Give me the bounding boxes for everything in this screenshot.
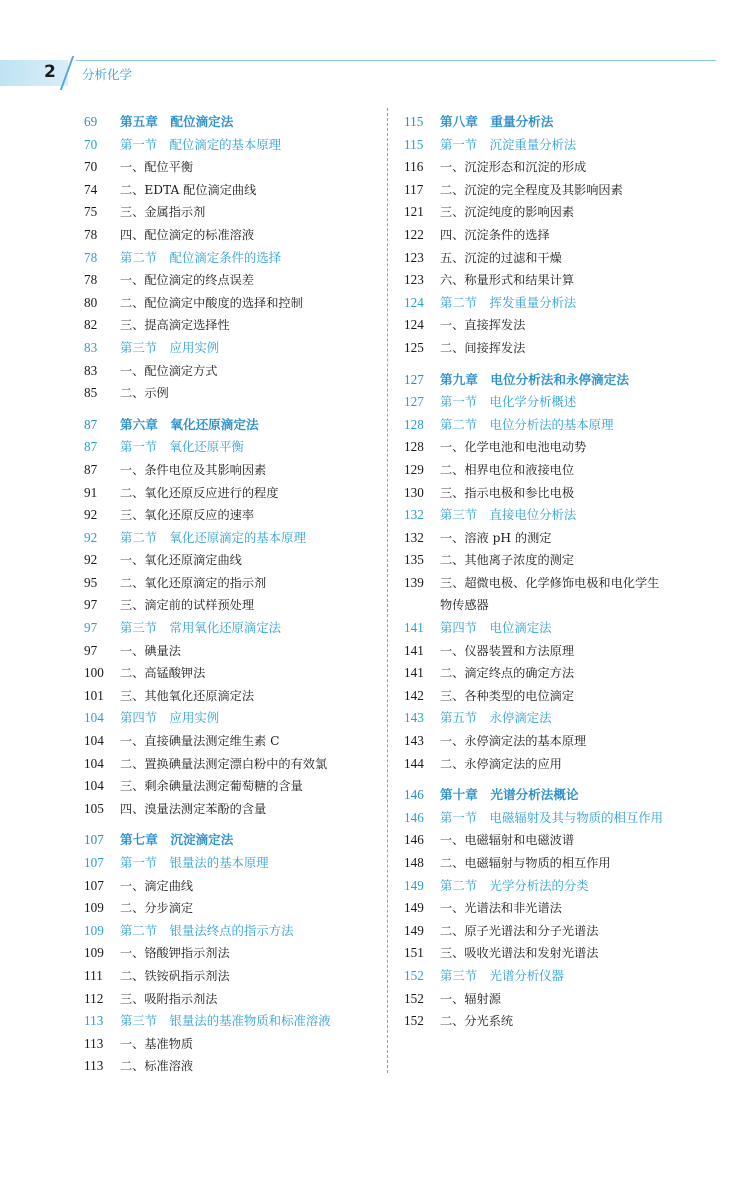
page-number: 2 (44, 62, 56, 82)
toc-chapter-row (404, 785, 724, 808)
toc-item-row (84, 754, 374, 777)
toc-item-row (404, 898, 724, 921)
toc-item-row (404, 180, 724, 203)
toc-entry-text: 第一节 电化学分析概述 (440, 394, 577, 410)
toc-page-number: 152 (404, 967, 424, 983)
toc-item-row (404, 460, 724, 483)
toc-page-number: 152 (404, 990, 424, 1006)
toc-item-row (84, 315, 374, 338)
toc-entry-text: 三、剩余碘量法测定葡萄糖的含量 (120, 779, 303, 794)
toc-item-row (84, 966, 374, 989)
toc-entry-text: 三、吸附指示剂法 (120, 991, 218, 1006)
toc-page-number: 85 (84, 385, 98, 401)
toc-page-number: 113 (84, 1058, 104, 1074)
toc-page-number: 97 (84, 642, 98, 658)
toc-chapter-row (84, 112, 374, 135)
toc-item-row (84, 686, 374, 709)
toc-page-number: 146 (404, 832, 424, 848)
toc-section-row (84, 248, 374, 271)
toc-entry-text: 四、沉淀条件的选择 (440, 227, 550, 242)
toc-section-row (84, 338, 374, 361)
toc-item-row (84, 573, 374, 596)
toc-item-row (84, 505, 374, 528)
toc-item-row (84, 361, 374, 384)
toc-page-number: 95 (84, 574, 98, 590)
toc-section-row (84, 618, 374, 641)
toc-item-row (404, 853, 724, 876)
toc-page-number: 82 (84, 317, 98, 333)
toc-entry-text: 二、配位滴定中酸度的选择和控制 (120, 295, 303, 310)
toc-page-number: 146 (404, 809, 424, 825)
toc-page-number: 149 (404, 877, 424, 893)
toc-entry-text: 第三节 光谱分析仪器 (440, 967, 564, 983)
toc-entry-text: 一、直接碘量法测定维生素 C (120, 734, 280, 749)
toc-item-row (404, 157, 724, 180)
toc-page-number: 128 (404, 439, 424, 455)
toc-page-number: 70 (84, 159, 98, 175)
toc-item-row (84, 157, 374, 180)
toc-item-row (84, 202, 374, 225)
toc-page-number: 83 (84, 339, 98, 355)
toc-page-number: 107 (84, 855, 104, 870)
toc-entry-text: 三、滴定前的试样预处理 (120, 598, 255, 613)
toc-page-number: 92 (84, 507, 98, 523)
toc-section-row (404, 966, 724, 989)
toc-entry-text: 一、配位滴定方式 (120, 363, 218, 378)
book-title: 分析化学 (82, 67, 133, 82)
toc-item-row (84, 776, 374, 799)
toc-item-row (84, 1034, 374, 1057)
toc-page-number: 125 (404, 339, 424, 355)
toc-page-number: 97 (84, 620, 98, 636)
toc-entry-text: 二、滴定终点的确定方法 (440, 666, 575, 681)
toc-entry-text: 二、铁铵矾指示剂法 (120, 968, 230, 983)
toc-page-number: 113 (84, 1013, 104, 1029)
toc-item-row (84, 799, 374, 822)
toc-item-row (404, 315, 724, 338)
toc-entry-text: 三、吸收光谱法和发射光谱法 (440, 946, 599, 961)
toc-item-row (84, 663, 374, 686)
toc-entry-text: 第四节 应用实例 (120, 710, 220, 726)
toc-page-number: 78 (84, 272, 98, 288)
toc-entry-text: 一、化学电池和电池电动势 (440, 440, 587, 455)
toc-section-row (404, 505, 724, 528)
toc-page-number: 107 (84, 832, 104, 848)
toc-page-number: 135 (404, 552, 424, 568)
toc-page-number: 149 (404, 900, 424, 916)
toc-item-row (404, 550, 724, 573)
toc-entry-text: 二、其他离子浓度的测定 (440, 553, 575, 568)
toc-entry-text: 第一节 沉淀重量分析法 (440, 136, 577, 152)
toc-entry-text: 三、提高滴定选择性 (120, 318, 230, 333)
toc-section-row (84, 1011, 374, 1034)
toc-section-row (404, 808, 724, 831)
toc-column-left (84, 112, 374, 1079)
toc-page-number: 104 (84, 710, 104, 726)
toc-entry-text: 第三节 银量法的基准物质和标准溶液 (120, 1013, 331, 1029)
toc-page-number: 127 (404, 394, 424, 410)
toc-page-number: 101 (84, 687, 104, 703)
toc-page-number: 149 (404, 922, 424, 938)
toc-entry-text: 第一节 银量法的基本原理 (120, 855, 269, 870)
toc-entry-text: 第五章 配位滴定法 (120, 114, 234, 129)
toc-entry-text: 三、氧化还原反应的速率 (120, 508, 255, 523)
toc-entry-text: 第二节 挥发重量分析法 (440, 294, 577, 310)
toc-page-number: 144 (404, 755, 424, 771)
toc-page-number: 121 (404, 204, 424, 220)
toc-entry-text: 一、沉淀形态和沉淀的形成 (440, 160, 587, 175)
toc-entry-text: 第三节 应用实例 (120, 339, 220, 355)
toc-item-row (84, 898, 374, 921)
toc-entry-text: 二、永停滴定法的应用 (440, 756, 562, 771)
toc-entry-text: 一、条件电位及其影响因素 (120, 462, 267, 477)
toc-page-number: 78 (84, 226, 98, 242)
toc-entry-text: 三、其他氧化还原滴定法 (120, 688, 255, 703)
toc-page-number: 105 (84, 800, 104, 816)
toc-item-row (84, 943, 374, 966)
toc-entry-text: 第二节 电位分析法的基本原理 (440, 416, 614, 432)
header-rule (76, 60, 716, 61)
toc-entry-text: 二、氧化还原滴定的指示剂 (120, 575, 267, 590)
toc-page-number: 104 (84, 733, 104, 749)
toc-page-number: 92 (84, 552, 98, 568)
toc-entry-text: 一、基准物质 (120, 1036, 194, 1051)
toc-page-number: 74 (84, 181, 98, 197)
toc-entry-text: 第三节 常用氧化还原滴定法 (120, 620, 282, 636)
toc-section-row (84, 528, 374, 551)
toc-page-number: 143 (404, 710, 424, 726)
toc-page-number: 117 (404, 181, 424, 197)
toc-entry-text: 一、辐射源 (440, 991, 501, 1006)
toc-section-row (84, 708, 374, 731)
toc-entry-text: 物传感器 (440, 598, 489, 613)
toc-item-row (84, 1056, 374, 1079)
toc-page-number: 97 (84, 597, 98, 613)
toc-entry-text: 第八章 重量分析法 (440, 114, 554, 129)
toc-item-row (404, 338, 724, 361)
toc-entry-text: 二、高锰酸钾法 (120, 666, 206, 681)
toc-page-number: 109 (84, 900, 104, 916)
toc-entry-text: 二、示例 (120, 386, 169, 401)
toc-item-row (404, 731, 724, 754)
toc-entry-text: 三、沉淀纯度的影响因素 (440, 205, 575, 220)
toc-page-number: 104 (84, 755, 104, 771)
toc-entry-text: 一、配位平衡 (120, 160, 194, 175)
toc-item-row (404, 663, 724, 686)
toc-item-row (84, 460, 374, 483)
toc-entry-text: 五、沉淀的过滤和干燥 (440, 250, 562, 265)
toc-item-row (404, 248, 724, 271)
toc-section-row (404, 708, 724, 731)
toc-entry-text: 四、配位滴定的标准溶液 (120, 227, 255, 242)
toc-item-row (84, 876, 374, 899)
toc-entry-text: 第十章 光谱分析法概论 (440, 787, 579, 803)
toc-page-number: 109 (84, 922, 104, 938)
toc-entry-text: 第三节 直接电位分析法 (440, 507, 577, 523)
toc-page-number: 87 (84, 439, 98, 455)
toc-item-row (84, 989, 374, 1012)
toc-section-row (404, 293, 724, 316)
toc-section-row (84, 921, 374, 944)
toc-item-row (404, 754, 724, 777)
toc-section-row (84, 135, 374, 158)
toc-item-row (404, 225, 724, 248)
toc-page-number: 116 (404, 159, 424, 175)
toc-page-number: 141 (404, 620, 424, 636)
toc-entry-text: 第六章 氧化还原滴定法 (120, 416, 259, 432)
toc-page-number: 115 (404, 114, 424, 129)
toc-column-right (404, 112, 724, 1034)
toc-page-number: 141 (404, 665, 424, 681)
toc-page-number: 151 (404, 945, 424, 961)
toc-entry-text: 一、溶液 pH 的测定 (440, 530, 552, 545)
toc-item-row (404, 270, 724, 293)
toc-entry-text: 一、仪器装置和方法原理 (440, 643, 575, 658)
toc-page-number: 91 (84, 484, 98, 500)
toc-item-row (84, 550, 374, 573)
toc-section-row (404, 392, 724, 415)
toc-item-row (84, 731, 374, 754)
toc-page-number: 100 (84, 665, 104, 681)
toc-section-row (404, 135, 724, 158)
toc-page-number: 113 (84, 1035, 104, 1051)
toc-item-row (404, 686, 724, 709)
toc-entry-text: 一、碘量法 (120, 643, 181, 658)
toc-page-number: 139 (404, 574, 424, 590)
toc-chapter-row (84, 830, 374, 853)
toc-page-number: 122 (404, 226, 424, 242)
toc-entry-text: 二、分步滴定 (120, 901, 194, 916)
toc-entry-text: 一、铬酸钾指示剂法 (120, 946, 230, 961)
toc-section-row (404, 876, 724, 899)
toc-page-number: 141 (404, 642, 424, 658)
toc-item-row (404, 830, 724, 853)
toc-page-number: 75 (84, 204, 98, 220)
toc-page-number: 83 (84, 362, 98, 378)
toc-section-row (404, 618, 724, 641)
toc-item-row (404, 573, 724, 596)
toc-page-number: 112 (84, 990, 104, 1006)
toc-chapter-row (404, 112, 724, 135)
toc-entry-text: 一、永停滴定法的基本原理 (440, 734, 587, 749)
toc-item-row (84, 595, 374, 618)
toc-item-row (404, 528, 724, 551)
toc-entry-text: 三、指示电极和参比电极 (440, 485, 575, 500)
toc-section-row (84, 853, 374, 876)
toc-page-number: 128 (404, 416, 424, 432)
toc-item-row (84, 180, 374, 203)
toc-item-row (440, 595, 724, 618)
toc-item-row (84, 293, 374, 316)
toc-item-row (84, 641, 374, 664)
toc-page-number: 70 (84, 136, 98, 152)
toc-entry-text: 二、氧化还原反应进行的程度 (120, 485, 279, 500)
toc-page-number: 132 (404, 507, 424, 523)
toc-entry-text: 一、配位滴定的终点误差 (120, 273, 255, 288)
toc-entry-text: 一、电磁辐射和电磁波谱 (440, 833, 575, 848)
toc-entry-text: 二、电磁辐射与物质的相互作用 (440, 856, 611, 870)
toc-page-number: 92 (84, 529, 98, 545)
page-number-band (0, 60, 68, 86)
toc-section-row (84, 437, 374, 460)
toc-entry-text: 二、相界电位和液接电位 (440, 462, 575, 477)
toc-item-row (84, 225, 374, 248)
toc-page-number: 132 (404, 529, 424, 545)
toc-page-number: 124 (404, 294, 424, 310)
toc-entry-text: 第七章 沉淀滴定法 (120, 832, 234, 848)
toc-page-number: 130 (404, 484, 424, 500)
toc-item-row (404, 989, 724, 1012)
toc-page-number: 146 (404, 787, 424, 803)
toc-page-number: 152 (404, 1013, 424, 1029)
toc-page-number: 123 (404, 249, 424, 265)
page-header (0, 60, 750, 88)
toc-entry-text: 第四节 电位滴定法 (440, 620, 552, 636)
toc-page-number: 87 (84, 416, 98, 432)
toc-section-row (404, 415, 724, 438)
toc-item-row (404, 483, 724, 506)
toc-entry-text: 二、EDTA 配位滴定曲线 (120, 182, 257, 197)
toc-entry-text: 六、称量形式和结果计算 (440, 273, 575, 288)
toc-page-number: 111 (84, 967, 103, 983)
toc-page-number: 69 (84, 114, 98, 129)
toc-page-number: 107 (84, 877, 104, 893)
toc-entry-text: 一、直接挥发法 (440, 318, 526, 333)
toc-chapter-row (404, 370, 724, 393)
toc-entry-text: 第二节 银量法终点的指示方法 (120, 922, 294, 938)
toc-entry-text: 一、滴定曲线 (120, 878, 194, 893)
toc-item-row (404, 1011, 724, 1034)
toc-page-number: 104 (84, 778, 104, 794)
toc-item-row (404, 921, 724, 944)
toc-page-number: 148 (404, 855, 424, 870)
toc-entry-text: 一、氧化还原滴定曲线 (120, 553, 242, 568)
toc-entry-text: 第二节 氧化还原滴定的基本原理 (120, 529, 306, 545)
toc-page-number: 127 (404, 371, 424, 387)
toc-entry-text: 二、间接挥发法 (440, 340, 526, 355)
toc-item-row (404, 437, 724, 460)
toc-entry-text: 第一节 氧化还原平衡 (120, 439, 244, 455)
toc-page-number: 143 (404, 733, 424, 749)
toc-page-number: 124 (404, 317, 424, 333)
toc-page-number: 80 (84, 294, 98, 310)
toc-entry-text: 第五节 永停滴定法 (440, 710, 552, 726)
toc-page-number: 78 (84, 249, 98, 265)
toc-page-number: 142 (404, 687, 424, 703)
toc-page-number: 87 (84, 461, 98, 477)
toc-page-number: 109 (84, 945, 104, 961)
toc-item-row (84, 383, 374, 406)
toc-entry-text: 第九章 电位分析法和永停滴定法 (440, 371, 629, 387)
toc-page-number: 115 (404, 136, 424, 152)
toc-entry-text: 二、标准溶液 (120, 1059, 194, 1074)
toc-entry-text: 第一节 配位滴定的基本原理 (120, 136, 282, 152)
toc-entry-text: 四、溴量法测定苯酚的含量 (120, 801, 267, 816)
toc-item-row (84, 270, 374, 293)
toc-item-row (404, 641, 724, 664)
toc-entry-text: 一、光谱法和非光谱法 (440, 901, 562, 916)
toc-entry-text: 三、超微电极、化学修饰电极和电化学生 (440, 575, 660, 590)
column-divider (387, 108, 388, 1073)
toc-entry-text: 第二节 光学分析法的分类 (440, 877, 589, 893)
toc-entry-text: 第一节 电磁辐射及其与物质的相互作用 (440, 809, 664, 825)
toc-entry-text: 二、置换碘量法测定漂白粉中的有效氯 (120, 756, 328, 771)
toc-entry-text: 三、各种类型的电位滴定 (440, 688, 575, 703)
toc-entry-text: 二、沉淀的完全程度及其影响因素 (440, 182, 623, 197)
toc-page-number: 123 (404, 272, 424, 288)
toc-entry-text: 二、原子光谱法和分子光谱法 (440, 923, 599, 938)
toc-chapter-row (84, 415, 374, 438)
toc-page-number: 129 (404, 461, 424, 477)
toc-item-row (404, 943, 724, 966)
toc-item-row (84, 483, 374, 506)
toc-entry-text: 三、金属指示剂 (120, 205, 206, 220)
toc-item-row (404, 202, 724, 225)
toc-entry-text: 第二节 配位滴定条件的选择 (120, 249, 282, 265)
toc-entry-text: 二、分光系统 (440, 1014, 514, 1029)
